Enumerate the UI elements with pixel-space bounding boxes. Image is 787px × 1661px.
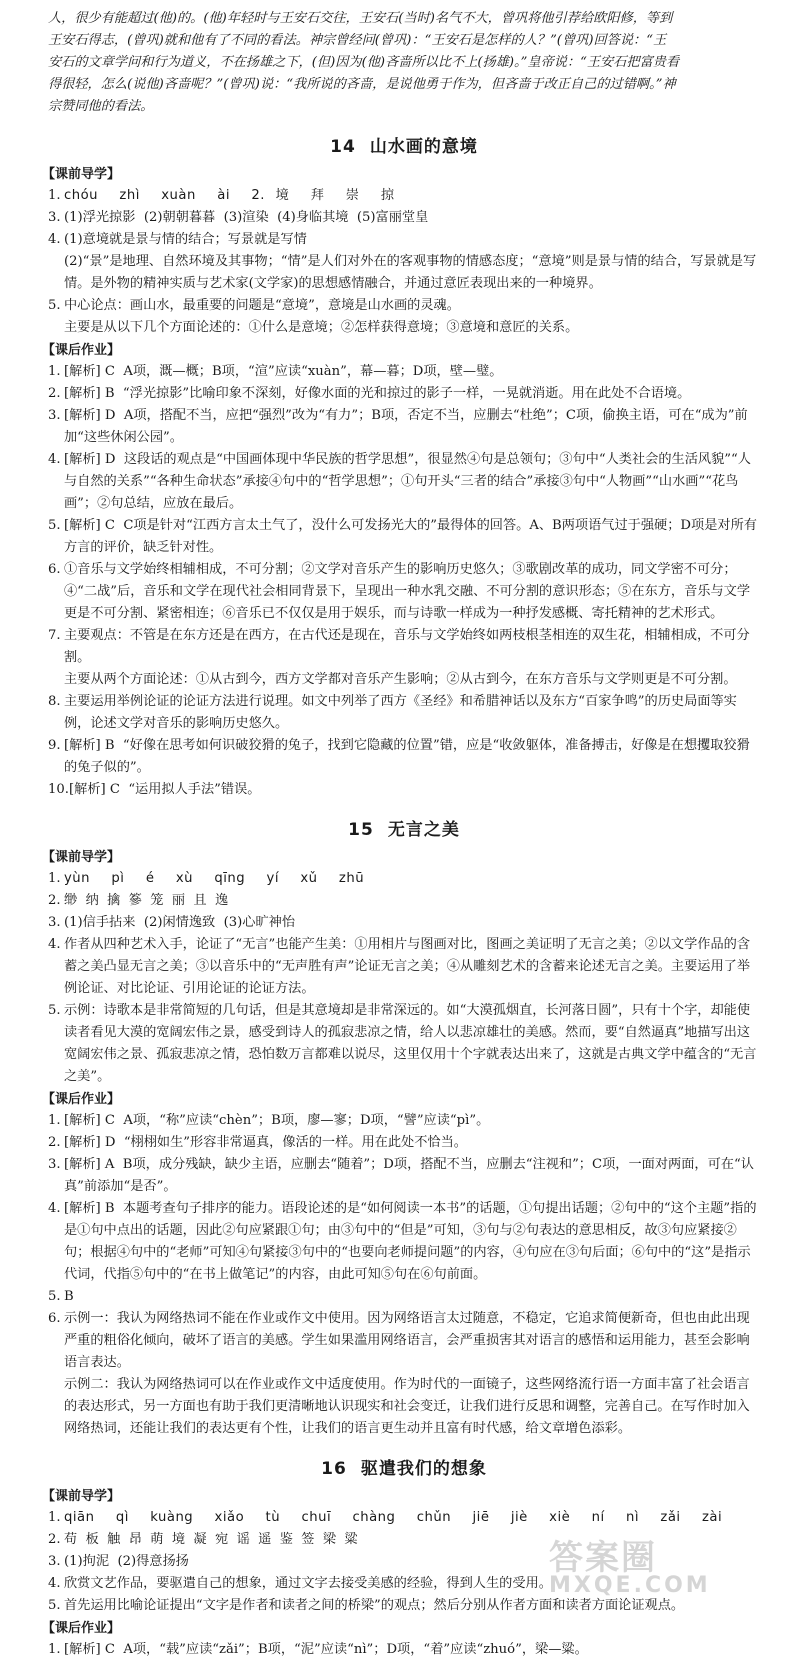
answer-item [48,185,760,207]
item-number: 4. [48,1201,61,1216]
item-number: 5. [48,298,61,313]
answer-item [48,559,760,625]
intro-line: 王安石得志，(曾巩)就和他有了不同的看法。神宗曾经问(曾巩)：“王安石是怎样的人？”(曾巩)回答说：“王 [48,33,667,48]
item-text: [解析] C C项是针对“江西方言太土气了，没什么可发扬光大的”最得体的回答。A、B两项语气过于强硬；D项是对所有方言的评价，缺乏针对性。 [64,518,757,555]
lesson-title [48,815,760,840]
item-text: 示例一：我认为网络热词不能在作业或作文中使用。因为网络语言太过随意，不稳定，它追求简便新奇，但也由此出现严重的粗俗化倾向，破坏了语言的美感。学生如果滥用网络语言，会严重损害其对语言的感悟和运用能力，甚至会影响语言表达。 [64,1311,750,1370]
item-text: (1)拘泥 (2)得意扬扬 [64,1554,189,1569]
answer-item [48,669,760,691]
answer-item [48,735,760,779]
item-number: 1. [48,188,61,203]
item-text: 主要从两个方面论述：①从古到今，西方文学都对音乐产生影响；②从古到今，在东方音乐与文学则更是不可分割。 [64,672,737,687]
item-text: (1)意境就是景与情的结合；写景就是写情 [64,232,307,247]
answer-item [48,1308,760,1374]
answer-item [48,868,760,890]
item-text: 苟 板 触 昂 萌 境 凝 宛 谣 遥 鉴 签 梁 粱 [64,1532,358,1547]
item-text: [解析] B “浮光掠影”比喻印象不深刻，好像水面的光和掠过的影子一样，一晃就消逝。用在此处不合语境。 [64,386,691,401]
item-number: 9. [48,738,61,753]
answer-item [48,405,760,449]
lesson-number: 16 [321,1459,347,1479]
item-number: 4. [48,1576,61,1591]
item-number: 4. [48,452,61,467]
answer-item [48,1110,760,1132]
item-text: [解析] C A项，“载”应读“zǎi”；B项，“泥”应读“nì”；D项，“着”应读“zhuó”，梁—粱。 [64,1642,588,1657]
answer-item [48,1154,760,1198]
item-number: 5. [48,1003,61,1018]
answer-item [48,1639,760,1661]
item-number: 3. [48,408,61,423]
item-number: 3. [48,1554,61,1569]
answer-item [48,295,760,317]
answer-item [48,890,760,912]
answer-item [48,912,760,934]
lesson-number: 14 [330,137,356,157]
item-number [48,251,64,295]
lesson-title [48,132,760,157]
intro-line: 安石的文章学问和行为道义，不在扬雄之下，(但)因为(他)吝啬所以比不上(扬雄)。”皇帝说：“王安石把富贵看 [48,55,680,70]
intro-translation [48,8,760,118]
pre-study-header: 【课前导学】 [42,850,121,865]
answer-page [42,8,760,1661]
answer-item [48,779,760,801]
answer-item [48,229,760,251]
item-text: [解析] A B项，成分残缺，缺少主语，应删去“随着”；D项，搭配不当，应删去“注视和”；C项，一面对两面，可在“认真”前添加“是否”。 [64,1157,754,1194]
item-text: [解析] C “运用拟人手法”错误。 [68,782,261,797]
item-number: 3. [48,915,61,930]
item-number: 6. [48,562,61,577]
answer-item [48,317,760,339]
answer-item [48,1286,760,1308]
item-text: [解析] D “栩栩如生”形容非常逼真，像活的一样。用在此处不恰当。 [64,1135,467,1150]
lesson-title [48,1454,760,1479]
item-text: ①音乐与文学始终相辅相成，不可分割；②文学对音乐产生的影响历史悠久；③歌剧改革的成功，同文学密不可分；④“二战”后，音乐和文学在现代社会相同背景下，呈现出一种水乳交融、不可分割的意识形态；⑤在东方，音乐与文学更是不可分割、紧密相连；⑥音乐已不仅仅是用于娱乐，而与诗歌一样成为一种抒发感概、寄托精神的艺术形式。 [64,562,751,621]
pre-study-header: 【课前导学】 [42,1489,121,1504]
answer-item [48,1595,760,1617]
item-number: 4. [48,232,61,247]
item-number: 4. [48,937,61,952]
item-text: 主要观点：不管是在东方还是在西方，在古代还是现在，音乐与文学始终如两枝根茎相连的双生花，相辅相成，不可分割。 [64,628,750,665]
item-number [48,317,64,339]
lesson-title-text: 无言之美 [387,820,460,840]
item-text: [解析] D A项，搭配不当，应把“强烈”改为“有力”；B项，否定不当，应删去“杜绝”；C项，偷换主语，可在“成为”前加“这些休闲公园”。 [64,408,748,445]
item-text: yùn pì é xù qīng yí xǔ zhū [64,871,365,886]
item-number: 10. [48,782,69,797]
lesson-section [42,132,760,801]
pre-study-header: 【课前导学】 [42,167,121,182]
item-number: 3. [48,1157,61,1172]
lesson-section [42,815,760,1440]
answer-item [48,1198,760,1286]
item-number: 1. [48,364,61,379]
intro-line: 人，很少有能超过(他)的。(他)年轻时与王安石交往，王安石(当时)名气不大，曾巩将他引荐给欧阳修，等到 [48,11,673,26]
item-text: [解析] D 这段话的观点是“中国画体现中华民族的哲学思想”，很显然④句是总领句；③句中“人类社会的生活风貌”“人与自然的关系”“各种生命状态”承接④句中的“哲学思想”；①句开头“三者的结合”承接③句中“人物画”“山水画”“花鸟画”；②句总结，应放在最后。 [64,452,751,511]
item-text: 示例：诗歌本是非常简短的几句话，但是其意境却是非常深远的。如“大漠孤烟直，长河落日圆”，只有十个字，却能使读者看见大漠的宽阔宏伟之景，感受到诗人的孤寂悲凉之情，给人以悲凉雄壮的美感。然而，要“自然逼真”地描写出这宽阔宏伟之景、孤寂悲凉之情，恐怕数万言都难以说尽，这里仅用十个字就表达出来了，这就是古典文学中蕴含的“无言之美”。 [64,1003,757,1084]
lesson-title-text: 山水画的意境 [369,137,478,157]
item-text: [解析] B “好像在思考如何识破狡猾的兔子，找到它隐藏的位置”错，应是“收敛躯体，准备搏击，好像是在想攫取狡猾的兔子似的”。 [64,738,750,775]
item-text: [解析] B 本题考查句子排序的能力。语段论述的是“如何阅读一本书”的话题，①句提出话题；②句中的“这个主题”指的是①句中点出的话题，因此②句应紧跟①句；由③句中的“但是”可知，③句与②句表达的意思相反，故③句应紧接②句；根据④句中的“老师”可知④句紧接③句中的“也要向老师提问题”的内容，④句应在③句后面；⑥句中的“这”是指示代词，代指⑤句中的“在书上做笔记”的内容，由此可知⑤句在⑥句前面。 [64,1201,757,1282]
item-number: 8. [48,694,61,709]
item-text: (2)“景”是地理、自然环境及其事物；“情”是人们对外在的客观事物的情感态度；“意境”则是景与情的结合，写景就是写情。是外物的精神实质与艺术家(文学家)的思想感情融合，并通过意匠表现出来的一种境界。 [64,254,757,291]
item-number: 6. [48,1311,61,1326]
answer-item [48,515,760,559]
answer-item [48,1132,760,1154]
item-number: 2. [48,1532,61,1547]
answer-item [48,361,760,383]
lesson-title-text: 驱遣我们的想象 [360,1459,487,1479]
item-number: 1. [48,1642,61,1657]
answer-item [48,449,760,515]
answer-item [48,691,760,735]
item-text: 首先运用比喻论证提出“文字是作者和读者之间的桥梁”的观点；然后分别从作者方面和读者方面论证观点。 [64,1598,685,1613]
watermark-en: MXQE.COM [549,1573,711,1598]
intro-line: 得很轻，怎么(说他)吝啬呢？”(曾巩)说：“我所说的吝啬，是说他勇于作为，但吝啬于改正自己的过错啊。”神 [48,77,676,92]
item-number: 1. [48,871,61,886]
item-text: [解析] C A项，“称”应读“chèn”；B项，廖—寥；D项，“譬”应读“pì”。 [64,1113,490,1128]
answer-item [48,1374,760,1440]
answer-item [48,625,760,669]
item-number: 2. [48,386,61,401]
answer-item [48,383,760,405]
homework-header: 【课后作业】 [42,1621,121,1636]
item-number: 2. [48,893,61,908]
answer-item [48,251,760,295]
homework-header: 【课后作业】 [42,1092,121,1107]
item-text: (1)浮光掠影 (2)朝朝暮暮 (3)渲染 (4)身临其境 (5)富丽堂皇 [64,210,429,225]
item-number: 2. [48,1135,61,1150]
lesson-number: 15 [348,820,374,840]
item-number: 5. [48,1289,61,1304]
watermark-logo [549,1530,779,1598]
item-text: B [64,1289,74,1304]
item-number: 3. [48,210,61,225]
item-text: qiān qì kuàng xiǎo tù chuī chàng chǔn jiē jiè xiè ní nì zǎi zài [64,1510,723,1525]
item-text: 主要运用举例论证的论证方法进行说理。如文中列举了西方《圣经》和希腊神话以及东方“百家争鸣”的历史局面等实例，论述文学对音乐的影响历史悠久。 [64,694,737,731]
item-text: (1)信手拈来 (2)闲情逸致 (3)心旷神怡 [64,915,296,930]
watermark-cn: 答案圈 [549,1538,657,1578]
homework-header: 【课后作业】 [42,343,121,358]
item-number: 5. [48,1598,61,1613]
item-number: 1. [48,1510,61,1525]
answer-sections [42,132,760,1661]
item-text: 欣赏文艺作品，要驱遣自己的想象，通过文字去接受美感的经验，得到人生的受用。 [64,1576,552,1591]
item-text: 中心论点：画山水，最重要的问题是“意境”，意境是山水画的灵魂。 [64,298,460,313]
answer-item [48,934,760,1000]
item-text: 缈 纳 擒 篸 笼 丽 且 逸 [64,893,229,908]
item-text: 示例二：我认为网络热词可以在作业或作文中适度使用。作为时代的一面镜子，这些网络流行语一方面丰富了社会语言的表达形式，另一方面也有助于我们更清晰地认识现实和社会变迁，让我们进行反思和调整，完善自己。在写作时加入网络热词，还能让我们的表达更有个性，让我们的语言更生动并且富有时代感，给文章增色添彩。 [64,1377,750,1436]
item-number: 5. [48,518,61,533]
item-text: 作者从四种艺术入手，论证了“无言”也能产生美：①用相片与图画对比，图画之美证明了无言之美；②以文学作品的含蓄之美凸显无言之美；③以音乐中的“无声胜有声”论证无言之美；④从雕刻艺术的含蓄来论述无言之美。主要运用了举例论证、对比论证、引用论证的论证方法。 [64,937,751,996]
item-number [48,669,64,691]
item-text: [解析] C A项，溉—概；B项，“渲”应读“xuàn”，幕—暮；D项，壁—璧。 [64,364,503,379]
answer-item [48,1000,760,1088]
answer-item [48,207,760,229]
item-number: 1. [48,1113,61,1128]
item-text: 主要是从以下几个方面论述的：①什么是意境；②怎样获得意境；③意境和意匠的关系。 [64,320,579,335]
item-number [48,1374,64,1440]
item-number: 7. [48,628,61,643]
intro-line: 宗赞同他的看法。 [48,99,154,114]
answer-item [48,1507,760,1529]
item-text: chóu zhì xuàn ài 2. 境 拜 崇 掠 [64,188,395,203]
